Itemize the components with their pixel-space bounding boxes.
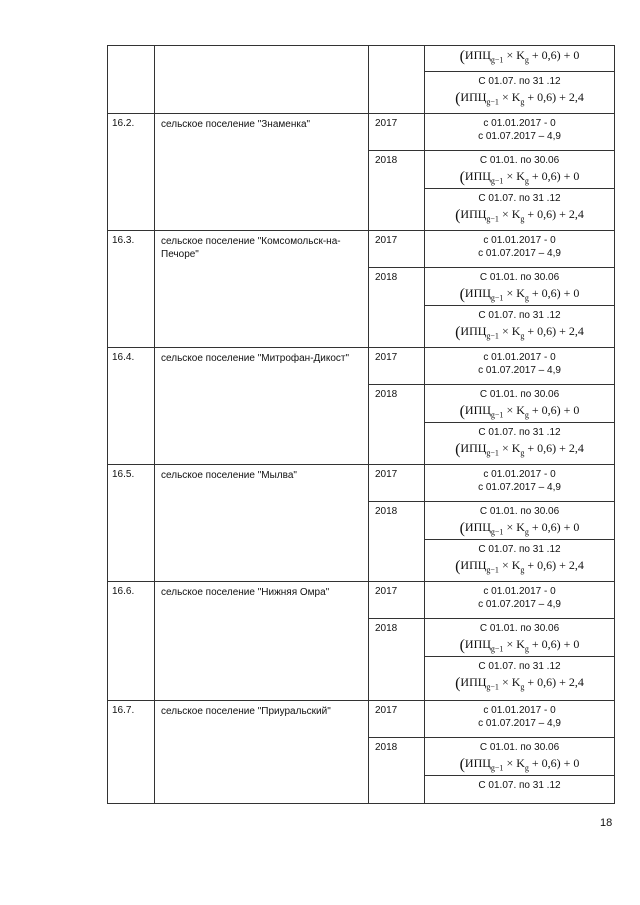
period-text: С 01.01. по 30.06 — [479, 272, 560, 283]
year-cell — [369, 268, 425, 348]
year-label: 2018 — [375, 155, 398, 166]
period-text: С 01.01. по 30.06 — [479, 389, 560, 400]
year-cell — [369, 385, 425, 465]
formula: $(ИПЦ_{g-1} \times K_g + 0,6) + 0$ — [459, 756, 580, 773]
value-cell — [425, 776, 615, 804]
row-number: 16.5. — [112, 469, 135, 480]
year-label: 2017 — [375, 235, 398, 246]
settlement-name: сельское поселение "Нижняя Омра" — [161, 587, 330, 598]
value-cell — [425, 385, 615, 423]
year-label: 2017 — [375, 705, 398, 716]
num-cell — [108, 114, 155, 231]
name-cell — [155, 114, 369, 231]
value-cell — [425, 423, 615, 465]
num-cell — [108, 582, 155, 701]
num-cell — [108, 465, 155, 582]
name-cell — [155, 46, 369, 114]
period-text: С 01.07. по 31 .12 — [478, 780, 561, 791]
value-cell — [425, 231, 615, 268]
period-text: С 01.01. по 30.06 — [479, 742, 560, 753]
formula: $(ИПЦ_{g-1} \times K_g + 0,6) + 2,4$ — [455, 558, 584, 575]
value-cell — [425, 540, 615, 582]
year-label: 2018 — [375, 742, 398, 753]
value-line: с 01.01.2017 - 0 — [483, 235, 556, 246]
formula: $(ИПЦ_{g-1} \times K_g + 0,6) + 0$ — [459, 169, 580, 186]
row-number: 16.7. — [112, 705, 135, 716]
row-number: 16.2. — [112, 118, 135, 129]
period-text: С 01.01. по 30.06 — [479, 506, 560, 517]
table-row — [108, 348, 615, 385]
value-cell — [425, 268, 615, 306]
year-label: 2018 — [375, 272, 398, 283]
name-cell — [155, 348, 369, 465]
formula: $(ИПЦ_{g-1} \times K_g + 0,6) + 2,4$ — [455, 675, 584, 692]
period-text: С 01.07. по 31 .12 — [478, 544, 561, 555]
year-cell — [369, 582, 425, 619]
row-number: 16.3. — [112, 235, 135, 246]
value-line: с 01.01.2017 - 0 — [483, 469, 556, 480]
year-cell — [369, 46, 425, 114]
year-cell — [369, 114, 425, 151]
settlement-name: сельское поселение "Мылва" — [161, 470, 297, 481]
value-line: с 01.07.2017 – 4,9 — [478, 365, 561, 376]
row-number: 16.4. — [112, 352, 135, 363]
tariff-table — [107, 45, 615, 804]
settlement-name: сельское поселение "Митрофан-Дикост" — [161, 353, 350, 364]
value-cell — [425, 738, 615, 776]
value-line: с 01.01.2017 - 0 — [483, 586, 556, 597]
settlement-name: сельское поселение "Комсомольск-на-Печоре" — [161, 236, 341, 260]
name-cell — [155, 465, 369, 582]
period-text: С 01.07. по 31 .12 — [478, 310, 561, 321]
value-line: с 01.07.2017 – 4,9 — [478, 131, 561, 142]
period-text: С 01.07. по 31 .12 — [478, 76, 561, 87]
year-label: 2018 — [375, 389, 398, 400]
year-cell — [369, 151, 425, 231]
value-cell — [425, 151, 615, 189]
name-cell — [155, 582, 369, 701]
value-cell — [425, 701, 615, 738]
period-text: С 01.07. по 31 .12 — [478, 193, 561, 204]
table-row — [108, 582, 615, 619]
value-line: с 01.07.2017 – 4,9 — [478, 599, 561, 610]
year-label: 2017 — [375, 352, 398, 363]
table-row — [108, 114, 615, 151]
period-text: С 01.07. по 31 .12 — [478, 661, 561, 672]
year-label: 2018 — [375, 623, 398, 634]
formula: $(ИПЦ_{g-1} \times K_g + 0,6) + 2,4$ — [455, 207, 584, 224]
value-cell — [425, 657, 615, 701]
formula: $(ИПЦ_{g-1} \times K_g + 0,6) + 0$ — [459, 48, 580, 65]
year-label: 2017 — [375, 586, 398, 597]
value-cell — [425, 619, 615, 657]
num-cell — [108, 46, 155, 114]
value-cell — [425, 582, 615, 619]
table-row — [108, 231, 615, 268]
settlement-name: сельское поселение "Приуральский" — [161, 706, 331, 717]
num-cell — [108, 348, 155, 465]
year-cell — [369, 738, 425, 804]
settlement-name: сельское поселение "Знаменка" — [161, 119, 311, 130]
formula: $(ИПЦ_{g-1} \times K_g + 0,6) + 2,4$ — [455, 441, 584, 458]
value-cell — [425, 46, 615, 72]
value-cell — [425, 114, 615, 151]
year-label: 2018 — [375, 506, 398, 517]
formula: $(ИПЦ_{g-1} \times K_g + 0,6) + 2,4$ — [455, 90, 584, 107]
formula: $(ИПЦ_{g-1} \times K_g + 0,6) + 0$ — [459, 637, 580, 654]
value-cell — [425, 348, 615, 385]
year-cell — [369, 619, 425, 701]
table-row — [108, 701, 615, 738]
num-cell — [108, 701, 155, 804]
value-line: с 01.07.2017 – 4,9 — [478, 718, 561, 729]
value-line: с 01.07.2017 – 4,9 — [478, 248, 561, 259]
period-text: С 01.07. по 31 .12 — [478, 427, 561, 438]
period-text: С 01.01. по 30.06 — [479, 623, 560, 634]
page-number: 18 — [600, 817, 613, 829]
value-line: с 01.01.2017 - 0 — [483, 352, 556, 363]
year-label: 2017 — [375, 118, 398, 129]
table-row — [108, 465, 615, 502]
formula: $(ИПЦ_{g-1} \times K_g + 0,6) + 0$ — [459, 403, 580, 420]
formula: $(ИПЦ_{g-1} \times K_g + 0,6) + 0$ — [459, 286, 580, 303]
value-cell — [425, 502, 615, 540]
year-cell — [369, 465, 425, 502]
formula: $(ИПЦ_{g-1} \times K_g + 0,6) + 2,4$ — [455, 324, 584, 341]
name-cell — [155, 701, 369, 804]
value-line: с 01.07.2017 – 4,9 — [478, 482, 561, 493]
year-cell — [369, 502, 425, 582]
value-cell — [425, 306, 615, 348]
row-number: 16.6. — [112, 586, 135, 597]
year-label: 2017 — [375, 469, 398, 480]
year-cell — [369, 701, 425, 738]
year-cell — [369, 348, 425, 385]
value-cell — [425, 465, 615, 502]
year-cell — [369, 231, 425, 268]
period-text: С 01.01. по 30.06 — [479, 155, 560, 166]
value-cell — [425, 72, 615, 114]
formula: $(ИПЦ_{g-1} \times K_g + 0,6) + 0$ — [459, 520, 580, 537]
value-cell — [425, 189, 615, 231]
table-row — [108, 46, 615, 72]
value-line: с 01.01.2017 - 0 — [483, 705, 556, 716]
num-cell — [108, 231, 155, 348]
table-body — [108, 46, 615, 804]
value-line: с 01.01.2017 - 0 — [483, 118, 556, 129]
name-cell — [155, 231, 369, 348]
